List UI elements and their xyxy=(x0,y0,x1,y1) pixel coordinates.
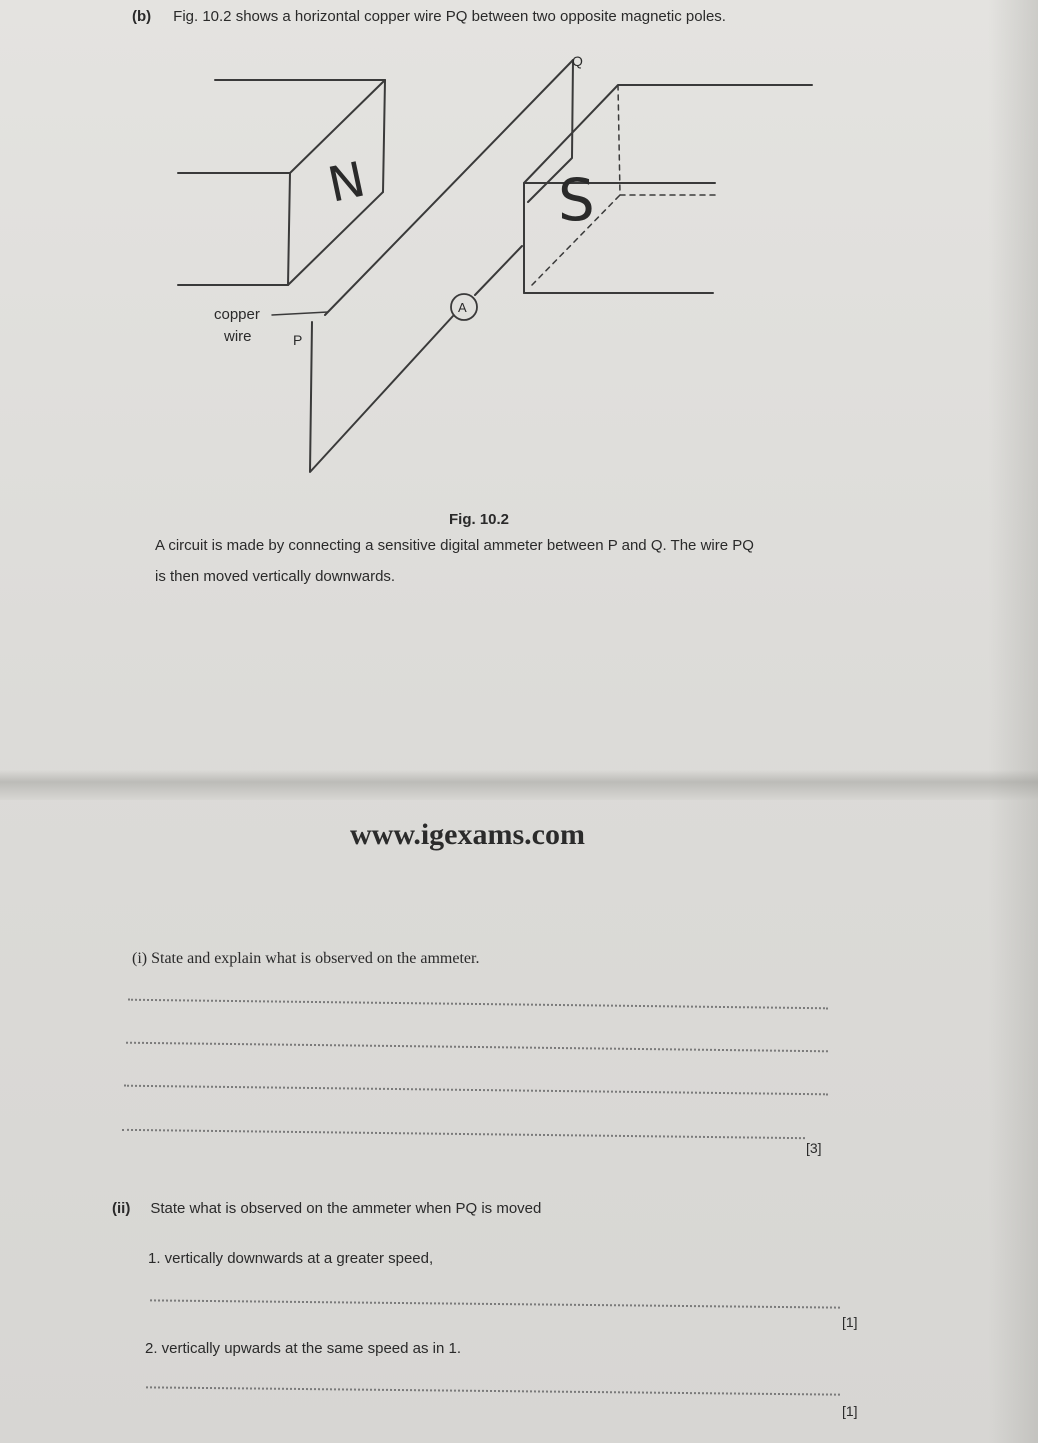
part-ii-sub-1: 1. vertically downwards at a greater speed, xyxy=(148,1250,434,1267)
question-b-text: Fig. 10.2 shows a horizontal copper wire PQ between two opposite magnetic poles. xyxy=(173,8,726,25)
question-b-label: (b) xyxy=(132,8,152,25)
answer-line-i-1 xyxy=(128,999,828,1010)
question-b xyxy=(132,8,726,25)
copper-label: copper xyxy=(214,306,260,323)
answer-line-i-3 xyxy=(124,1085,828,1096)
lead-ammeter-to-s xyxy=(475,246,522,295)
figure-10-2 xyxy=(170,40,830,485)
north-pole-label: N xyxy=(323,151,371,214)
part-ii-sub-2-marks: [1] xyxy=(842,1403,858,1419)
part-ii-label: (ii) xyxy=(112,1200,131,1217)
part-ii-question xyxy=(112,1200,541,1217)
part-i-marks: [3] xyxy=(806,1140,822,1156)
page-fold xyxy=(0,770,1038,800)
ammeter-label: A xyxy=(458,300,467,315)
answer-line-ii-2 xyxy=(146,1386,840,1395)
page-edge-shadow xyxy=(988,0,1038,1443)
point-q-label: Q xyxy=(572,53,583,69)
watermark: www.igexams.com xyxy=(350,818,585,851)
paragraph-line-2: is then moved vertically downwards. xyxy=(155,568,396,585)
answer-line-i-4 xyxy=(122,1129,805,1139)
answer-line-ii-1 xyxy=(150,1299,840,1308)
paragraph-line-1: A circuit is made by connecting a sensitive digital ammeter between P and Q. The wire PQ xyxy=(155,537,754,554)
wire-label: wire xyxy=(224,328,252,345)
part-ii-text: State what is observed on the ammeter when PQ is moved xyxy=(150,1200,542,1217)
part-i-question: (i) State and explain what is observed on the ammeter. xyxy=(132,950,480,967)
south-pole-label: S xyxy=(558,166,595,234)
part-ii-sub-1-marks: [1] xyxy=(842,1314,858,1330)
lead-from-p xyxy=(310,316,453,472)
figure-caption: Fig. 10.2 xyxy=(449,511,510,528)
part-ii-sub-2: 2. vertically upwards at the same speed as in 1. xyxy=(145,1340,461,1357)
answer-line-i-2 xyxy=(126,1042,828,1053)
point-p-label: P xyxy=(293,332,303,348)
copper-wire-pointer xyxy=(272,312,328,315)
